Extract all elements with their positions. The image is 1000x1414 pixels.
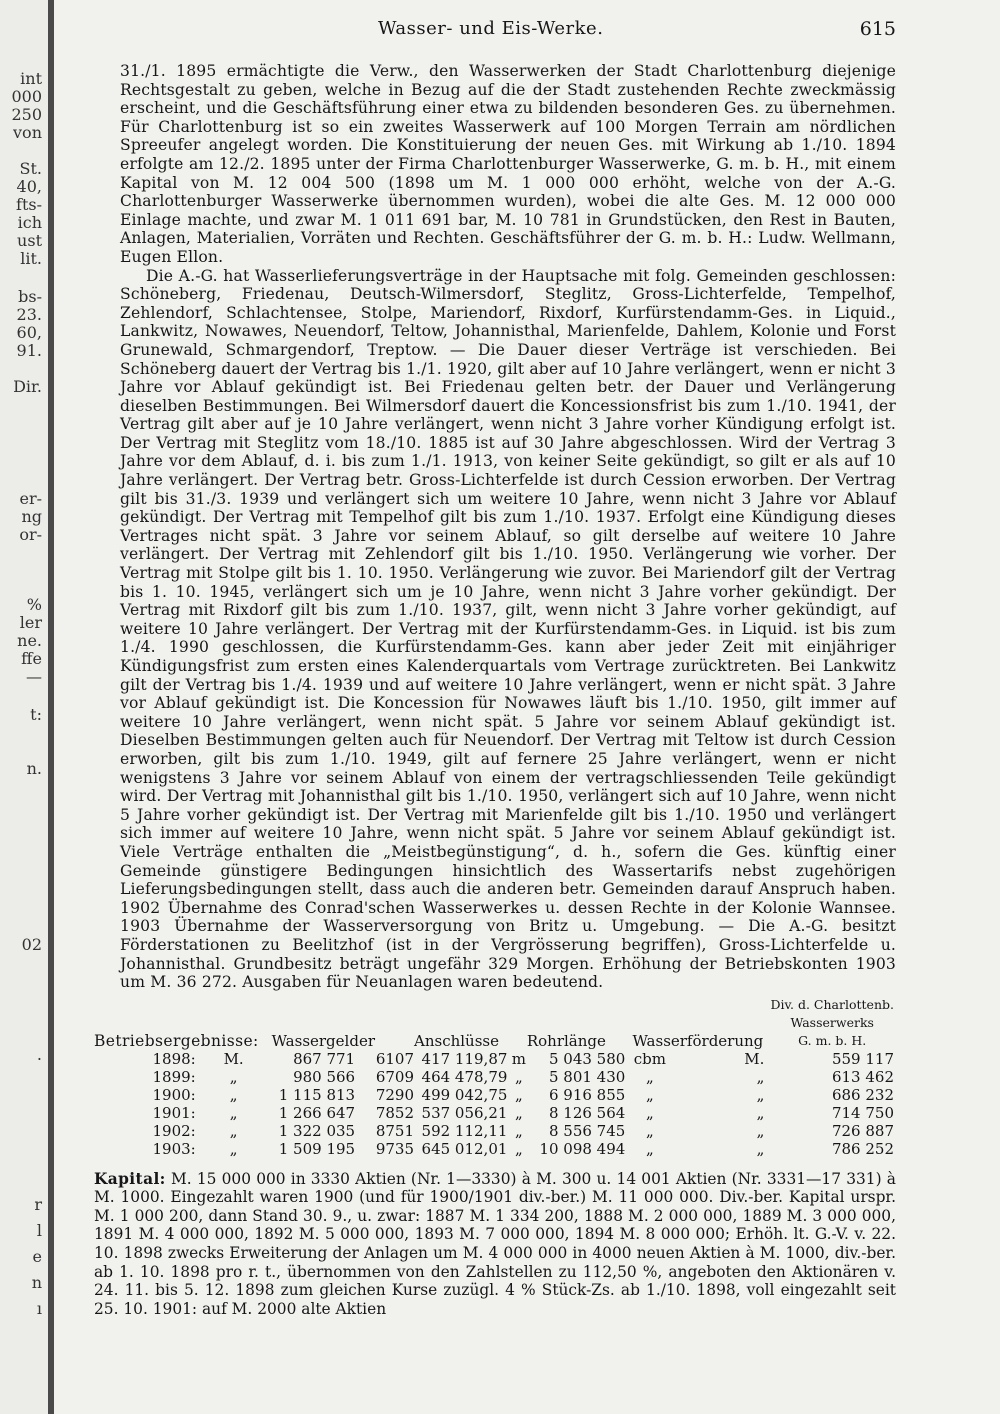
cell-foerderung: 8 556 745 (548, 1121, 626, 1140)
cell-currency: M. (223, 1049, 244, 1068)
gutter-fragment: 40, (16, 177, 42, 196)
cell-div: 786 252 (831, 1139, 894, 1158)
gutter-fragment: bs- (18, 287, 42, 306)
paragraph: Die A.-G. hat Wasserlieferungsverträge in der Hauptsache mit folg. Gemeinden geschlossen: Schöneberg, Friedenau, Deutsch-Wilmersdorf, Steglitz, Gross-Lichterfelde, Tempelhof, Zehlendorf, Schlachtensee, Stolpe, Mariendorf, Rixdorf, Kurfürstendamm-Ges. in Liquid., Lankwitz, Nowawes, Neuendorf, Teltow, Johannisthal, Marienfelde, Dahlem, Kolonie und Forst Grunewald, Schmargendorf, Treptow. — Die Dauer dieser Verträge ist verschieden. Bei Schöneberg dauert der Vertrag bis 1./1. 1920, gilt aber auf 10 Jahre verlängert, wenn er nicht 3 Jahre vor Ablauf gekündigt ist. Bei Friedenau gelten betr. der Dauer und Verlängerung dieselben Bestimmungen. Bei Wilmersdorf dauert die Koncessionsfrist bis zum 1./10. 1941, der Vertrag gilt aber auf je 10 Jahre verlängert, wenn nicht 3 Jahre vorher Kündigung erfolgt ist. Der Vertrag mit Steglitz vom 18./10. 1885 ist auf 30 Jahre abgeschlossen. Wird der Vertrag 3 Jahre vor dem Ablauf, d. i. bis zum 1./1. 1913, von keiner Seite gekündigt, so gilt er als auf 10 Jahre verlängert. Der Vertrag betr. Gross-Lichterfelde ist durch Cession erworben. Der Vertrag gilt bis 31./3. 1939 und verlängert sich um weitere 10 Jahre, wenn nicht 3 Jahre vor Ablauf gekündigt. Der Vertrag mit Tempelhof gilt bis zum 1./10. 1937. Erfolgt eine Kündigung dieses Vertrages nicht spät. 3 Jahre vor seinem Ablauf, so gilt derselbe auf weitere 10 Jahre verlängert. Der Vertrag mit Zehlendorf gilt bis 1./10. 1950. Verlängerung wie vorher. Der Vertrag mit Stolpe gilt bis 1. 10. 1950. Verlängerung wie zuvor. Bei Mariendorf gilt der Vertrag bis 1. 10. 1945, verlängert sich um je 10 Jahre, wenn nicht 3 Jahre vorher gekündigt. Der Vertrag mit Rixdorf gilt bis zum 1./10. 1937, gilt, wenn nicht 3 Jahre vorher gekündigt, auf weitere 10 Jahre verlängert. Der Vertrag mit der Kurfürstendamm-Ges. in Liquid. ist bis zum 1./4. 1990 geschlossen, die Kurfürstendamm-Ges. kann aber jeder Zeit mit einjähriger Kündigungsfrist zum ersten eines Kalenderquartals vom Vertrage zurücktreten. Bei Lankwitz gilt der Vertrag bis 1./4. 1939 und auf weitere 10 Jahre verlängert, wenn er nicht spät. 3 Jahre vor Ablauf gekündigt ist. Die Koncession für Nowawes läuft bis 1./10. 1950, gilt immer auf weitere 10 Jahre verlängert, wenn nicht spät. 5 Jahre vor seinem Ablauf gekündigt ist. Dieselben Bestimmungen gelten auch für Neuendorf. Der Vertrag mit Teltow ist durch Cession erworben, gilt bis zum 1./10. 1949, gilt auf fernere 25 Jahre verlängert, wenn er nicht wenigstens 3 Jahre vor seinem Ablauf von einem der vertragschliessenden Teile gekündigt wird. Der Vertrag mit Johannisthal gilt bis 1./10. 1950, verlängert sich auf 10 Jahre, wenn nicht 5 Jahre vorher gekündigt ist. Der Vertrag mit Marienfelde gilt bis 1./10. 1950 und verlängert sich immer auf weitere 10 Jahre, wenn nicht spät. 5 Jahre vor seinem Ablauf gekündigt ist. Viele Verträge enthalten die „Meistbegünstigung“, d. h., sofern die Ges. künftig einer Gemeinde günstigere Bedingungen hinsichtlich des Wassertarifs nebst zugehörigen Lieferungsbedingungen stellt, dass auch die anderen betr. Gemeinden darauf Anspruch haben. 1902 Übernahme des Conrad'schen Wasserwerkes u. dessen Rechte in der Kolonie Wannsee. 1903 Übernahme der Wasserversorgung von Britz u. Umgebung. — Die A.-G. besitzt Förderstationen zu Beelitzhof (ist in der Vergrösserung begriffen), Gross-Lichterfelde u. Johannisthal. Grundbesitz beträgt ungefähr 329 Morgen. Erhöhung der Betriebskonten 1903 um M. 36 272. Ausgaben für Neuanlagen waren bedeutend. (120, 266, 897, 992)
gutter-fragment: t: (30, 705, 42, 724)
gutter-fragment: von (13, 123, 42, 142)
kapital-label: Kapital: (94, 1169, 166, 1188)
cell-currency: „ (229, 1139, 238, 1158)
gutter-fragment: l (36, 1221, 42, 1240)
cell-unit: cbm (633, 1049, 666, 1068)
column-header: Wassergelder (271, 1031, 375, 1050)
results-table-block (94, 996, 896, 1158)
cell-currency: „ (229, 1085, 238, 1104)
cell-foerderung: 5 043 580 (548, 1049, 626, 1068)
gutter-fragment: 60, (16, 323, 42, 342)
gutter-fragment: ler (19, 613, 42, 632)
cell-anschluesse: 9735 (375, 1139, 414, 1158)
cell-div: 559 117 (831, 1049, 894, 1068)
table-row (94, 1086, 894, 1104)
gutter-fragment: 23. (16, 305, 42, 324)
cell-div: 686 232 (831, 1085, 894, 1104)
kapital-text: M. 15 000 000 in 3330 Aktien (Nr. 1—3330) à M. 300 u. 14 001 Aktien (Nr. 3331—17 331) à M. 1000. Eingezahlt waren 1900 (und für 1900/1901 div.-ber.) M. 11 000 000. Div.-ber. Kapital urspr. M. 1 000 200, dann Stand 30. 9., u. zwar: 1887 M. 1 334 200, 1888 M. 2 000 000, 1889 M. 3 000 000, 1891 M. 4 000 000, 1892 M. 5 000 000, 1893 M. 7 000 000, 1894 M. 8 000 000; Erhöh. lt. G.-V. v. 22. 10. 1898 zwecks Erweiterung der Anlagen um M. 4 000 000 in 4000 neuen Aktien à M. 1000, div.-ber. ab 1. 10. 1898 pro r. t., übernommen von den Zahlstellen zu 112,50 %, angeboten den Aktionären v. 24. 11. bis 5. 12. 1898 zum gleichen Kurse zuzügl. 4 % Stück-Zs. ab 1./10. 1898, voll eingezahlt seit 25. 10. 1901: auf M. 2000 alte Aktien (94, 1169, 896, 1318)
cell-anschluesse: 7852 (375, 1103, 414, 1122)
cell-unit: „ (515, 1067, 523, 1086)
header-div-line2: Wasserwerks (790, 1014, 874, 1030)
cell-unit: m (511, 1049, 527, 1068)
gutter-fragment: ng (21, 507, 42, 526)
cell-year: 1900: (152, 1085, 196, 1104)
cell-wassergelder: 1 509 195 (278, 1139, 356, 1158)
cell-unit: „ (645, 1067, 654, 1086)
running-header (94, 18, 896, 52)
cell-wassergelder: 1 266 647 (278, 1103, 356, 1122)
cell-currency: M. (744, 1049, 765, 1068)
gutter-fragment: r (34, 1195, 42, 1214)
cell-currency: „ (756, 1139, 765, 1158)
table-header-row (94, 1014, 894, 1032)
cell-currency: „ (229, 1103, 238, 1122)
gutter-fragment: 91. (16, 341, 42, 360)
gutter-fragment: . (36, 1045, 42, 1064)
cell-foerderung: 5 801 430 (548, 1067, 626, 1086)
gutter-fragment: or- (19, 525, 42, 544)
table-row (94, 1140, 894, 1158)
binding-shadow (48, 0, 54, 1414)
gutter-fragment: St. (19, 159, 42, 178)
cell-foerderung: 6 916 855 (548, 1085, 626, 1104)
table-header-row (94, 996, 894, 1014)
gutter-fragment: n. (26, 759, 42, 778)
cell-year: 1902: (152, 1121, 196, 1140)
column-header: Rohrlänge (526, 1031, 606, 1050)
cell-anschluesse: 6709 (375, 1067, 414, 1086)
cell-unit: „ (515, 1103, 523, 1122)
cell-year: 1901: (152, 1103, 196, 1122)
gutter-fragment: ich (17, 213, 42, 232)
cell-anschluesse: 7290 (375, 1085, 414, 1104)
book-page (94, 18, 896, 1318)
page-number: 615 (859, 18, 896, 40)
adjacent-page-gutter (0, 0, 52, 1414)
cell-currency: „ (756, 1103, 765, 1122)
gutter-fragment: ı (36, 1299, 42, 1318)
cell-unit: „ (645, 1121, 654, 1140)
gutter-fragment: — (26, 667, 42, 686)
gutter-fragment: Dir. (13, 377, 42, 396)
cell-wassergelder: 980 566 (293, 1067, 356, 1086)
body-text (120, 62, 896, 992)
gutter-fragment: ust (17, 231, 42, 250)
cell-year: 1899: (152, 1067, 196, 1086)
table-row (94, 1050, 894, 1068)
cell-currency: „ (229, 1121, 238, 1140)
gutter-fragment: 000 (11, 87, 42, 106)
cell-wassergelder: 1 115 813 (278, 1085, 356, 1104)
cell-anschluesse: 8751 (375, 1121, 414, 1140)
table-row (94, 1122, 894, 1140)
cell-div: 613 462 (831, 1067, 894, 1086)
gutter-fragment: ffe (21, 649, 42, 668)
cell-rohrlaenge: 464 478,79 (421, 1067, 508, 1086)
gutter-fragment: 02 (21, 935, 42, 954)
kapital-section (94, 1170, 896, 1319)
cell-rohrlaenge: 499 042,75 (421, 1085, 508, 1104)
gutter-fragment: fts- (16, 195, 42, 214)
cell-anschluesse: 6107 (375, 1049, 414, 1068)
header-div-line3: G. m. b. H. (798, 1032, 867, 1048)
cell-currency: „ (756, 1085, 765, 1104)
cell-div: 714 750 (831, 1103, 894, 1122)
cell-unit: „ (645, 1139, 654, 1158)
cell-wassergelder: 867 771 (293, 1049, 356, 1068)
gutter-fragment: % (26, 595, 42, 614)
column-header: Anschlüsse (414, 1031, 499, 1050)
column-header: Wasserförderung (632, 1031, 764, 1050)
cell-unit: „ (515, 1085, 523, 1104)
gutter-fragment: int (20, 69, 42, 88)
gutter-fragment: er- (19, 489, 42, 508)
header-div-line1: Div. d. Charlottenb. (770, 996, 894, 1012)
cell-foerderung: 8 126 564 (548, 1103, 626, 1122)
running-title: Wasser- und Eis-Werke. (378, 18, 604, 39)
cell-unit: „ (645, 1085, 654, 1104)
gutter-fragment: 250 (11, 105, 42, 124)
cell-unit: „ (645, 1103, 654, 1122)
table-label: Betriebsergebnisse: (94, 1031, 259, 1050)
cell-currency: „ (756, 1121, 765, 1140)
gutter-fragment: ne. (17, 631, 42, 650)
paragraph: 31./1. 1895 ermächtigte die Verw., den Wasserwerken der Stadt Charlottenburg diejenige Rechtsgestalt zu geben, welche in Bezug auf die der Stadt zustehenden Rechte zweckmässig erscheint, und die Geschäftsführung einer etwa zu bildenden besonderen Ges. zu übernehmen. Für Charlottenburg ist so ein zweites Wasserwerk auf 100 Morgen Terrain am nördlichen Spreeufer angelegt worden. Die Konstituierung der neuen Ges. mit Wirkung ab 1./10. 1894 erfolgte am 12./2. 1895 unter der Firma Charlottenburger Wasserwerke, G. m. b. H., mit einem Kapital von M. 12 004 500 (1898 um M. 1 000 000 erhöht, welche von der A.-G. Charlottenburger Wasserwerke übernommen wurden), wobei die alte Ges. M. 12 000 000 Einlage machte, und zwar M. 1 011 691 bar, M. 10 781 in Grundstücken, den Rest in Bauten, Anlagen, Materialien, Vorräten und Rechten. Geschäftsführer der G. m. b. H.: Ludw. Wellmann, Eugen Ellon. (120, 62, 896, 266)
table-header-row (94, 1032, 894, 1050)
gutter-fragment: n (31, 1273, 42, 1292)
cell-rohrlaenge: 645 012,01 (421, 1139, 508, 1158)
cell-wassergelder: 1 322 035 (278, 1121, 356, 1140)
cell-unit: „ (515, 1121, 523, 1140)
cell-rohrlaenge: 417 119,87 (421, 1049, 508, 1068)
results-table (94, 996, 894, 1158)
cell-rohrlaenge: 592 112,11 (421, 1121, 508, 1140)
cell-unit: „ (515, 1139, 523, 1158)
table-row (94, 1104, 894, 1122)
gutter-fragment: e (32, 1247, 42, 1266)
cell-currency: „ (756, 1067, 765, 1086)
cell-year: 1898: (152, 1049, 196, 1068)
cell-div: 726 887 (831, 1121, 894, 1140)
table-row (94, 1068, 894, 1086)
cell-year: 1903: (152, 1139, 196, 1158)
cell-currency: „ (229, 1067, 238, 1086)
gutter-fragment: lit. (20, 249, 42, 268)
cell-foerderung: 10 098 494 (539, 1139, 626, 1158)
cell-rohrlaenge: 537 056,21 (421, 1103, 508, 1122)
